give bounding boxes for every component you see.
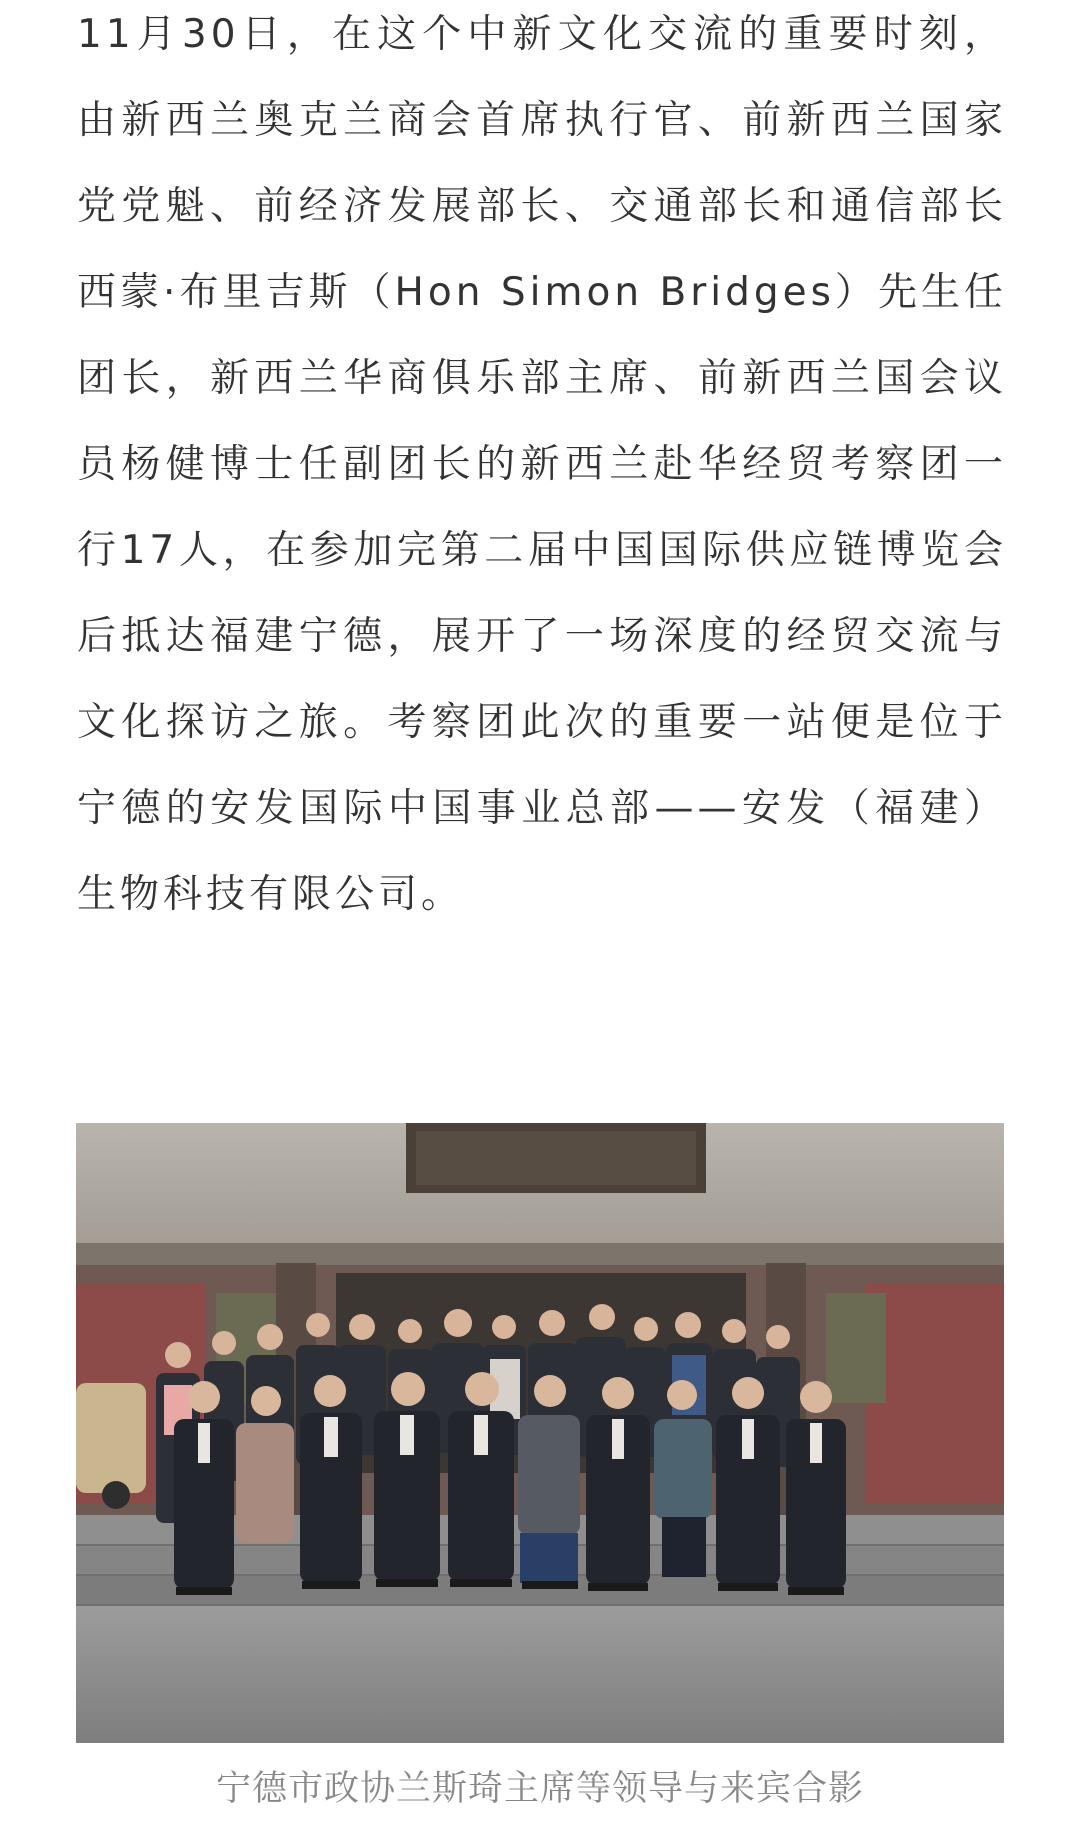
article-paragraph: 11月30日，在这个中新文化交流的重要时刻，由新西兰奥克兰商会首席执行官、前新西兰国家党党魁、前经济发展部长、交通部长和通信部长西蒙·布里吉斯（Hon Simon Bridges）先生任团长，新西兰华商俱乐部主席、前新西兰国会议员杨健博士任副团长的新西兰赴华经贸考察团一行17人，在参加完第二届中国国际供应链博览会后抵达福建宁德，展开了一场深度的经贸交流与文化探访之旅。考察团此次的重要一站便是位于宁德的安发国际中国事业总部——安发（福建）生物科技有限公司。 bbox=[77, 12, 1007, 917]
group-photo[interactable] bbox=[76, 1123, 1004, 1743]
photo-caption: 宁德市政协兰斯琦主席等领导与来宾合影 bbox=[215, 1769, 864, 1809]
group-photo-illustration bbox=[76, 1123, 1004, 1743]
